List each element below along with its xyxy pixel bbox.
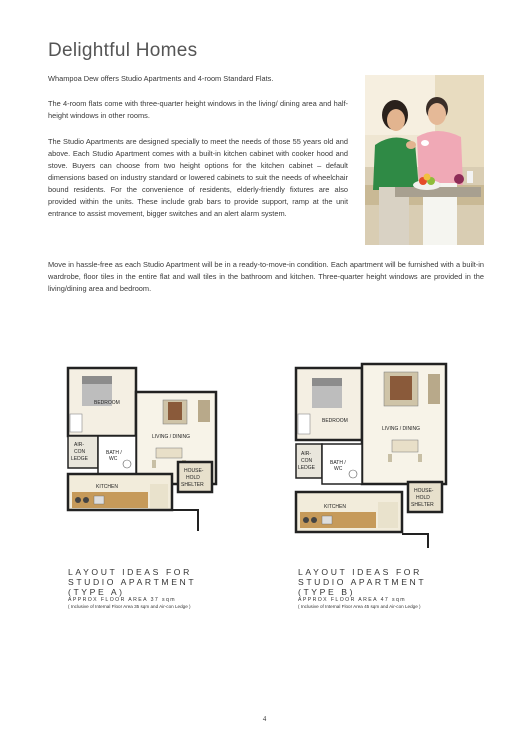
living-dining-label: LIVING / DINING xyxy=(382,426,421,432)
bath-label-1: BATH / xyxy=(330,460,346,466)
area-type-b: APPROX FLOOR AREA 47 sqm xyxy=(298,597,406,603)
floor-plan-type-a xyxy=(48,356,228,541)
bedroom-label: BEDROOM xyxy=(94,400,120,406)
floor-plan-type-b xyxy=(268,356,458,557)
bath-label-1: BATH / xyxy=(106,450,122,456)
seniors-photo xyxy=(365,75,484,245)
bath-label-2: WC xyxy=(334,466,343,472)
intro-paragraph: Whampoa Dew offers Studio Apartments and 4-room Standard Flats. xyxy=(48,74,274,83)
caption-b-line-3: (TYPE B) xyxy=(298,587,356,597)
bedroom-label: BEDROOM xyxy=(322,418,348,424)
aircon-label-2: CON xyxy=(74,449,86,455)
area-type-a: APPROX FLOOR AREA 37 sqm xyxy=(68,597,176,603)
shelter-label-3: SHELTER xyxy=(181,482,204,488)
kitchen-label: KITCHEN xyxy=(324,504,346,510)
aircon-label-3: LEDGE xyxy=(298,465,315,471)
bath-label-2: WC xyxy=(109,456,118,462)
shelter-label-2: HOLD xyxy=(416,495,430,501)
caption-b-line-2: STUDIO APARTMENT xyxy=(298,577,427,587)
caption-a-line-1: LAYOUT IDEAS FOR xyxy=(68,567,192,577)
caption-type-b xyxy=(298,567,426,597)
shelter-label-1: HOUSE- xyxy=(184,468,204,474)
aircon-label-2: CON xyxy=(301,458,313,464)
move-in-paragraph: Move in hassle-free as each Studio Apartment will be in a ready-to-move-in condition. Each apartment will be furnished with a built-in wardrobe, floor tiles in the entire flat and wall tiles in the bathroom and kitchen. Three-quarter height windows are provided in the living/dining area and bedroom. xyxy=(48,260,484,293)
page-number: 4 xyxy=(262,715,267,723)
shelter-label-1: HOUSE- xyxy=(414,488,434,494)
aircon-label-3: LEDGE xyxy=(71,456,88,462)
shelter-label-3: SHELTER xyxy=(411,502,434,508)
caption-a-line-3: (TYPE A) xyxy=(68,587,125,597)
caption-type-a xyxy=(68,567,196,597)
caption-b-line-1: LAYOUT IDEAS FOR xyxy=(298,567,422,577)
aircon-label-1: AIR- xyxy=(74,442,84,448)
living-dining-label: LIVING / DINING xyxy=(152,434,191,440)
caption-a-line-2: STUDIO APARTMENT xyxy=(68,577,197,587)
note-type-a: ( Inclusive of Internal Floor Area 35 sqm and Air-con Ledge ) xyxy=(68,604,191,609)
page-title: Delightful Homes xyxy=(48,40,198,61)
shelter-label-2: HOLD xyxy=(186,475,200,481)
studio-paragraph: The Studio Apartments are designed specially to meet the needs of those 55 years old and above. Each Studio Apartment comes with a built-in kitchen cabinet with cooker hood and stove. Buyers can choose from two height options for the kitchen cabinet – default dimensions based on industry standard or lowered cabinets to suit the needs of wheelchair bound residents. For the convenience of residents, elderly-friendly fixtures are also provided within the units. These include grab bars to provide support, ramp at the unit entrance to assist movement, bigger switches and an alert alarm system. xyxy=(48,137,348,218)
four-room-paragraph: The 4-room flats come with three-quarter height windows in the living/ dining area and half-height windows in other rooms. xyxy=(48,99,348,120)
note-type-b: ( Inclusive of Internal Floor Area 45 sqm and Air-con Ledge ) xyxy=(298,604,421,609)
kitchen-label: KITCHEN xyxy=(96,484,118,490)
aircon-label-1: AIR- xyxy=(301,451,311,457)
